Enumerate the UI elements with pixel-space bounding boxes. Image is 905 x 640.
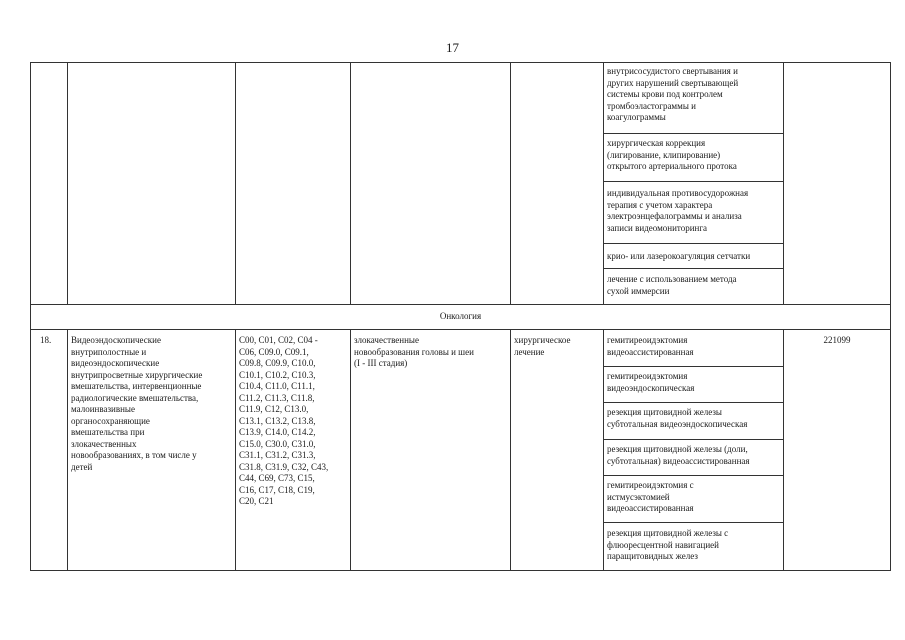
row-divider: [603, 133, 783, 134]
method-cell: индивидуальная противосудорожная терапия с учетом характера электроэнцефалограммы и анализа записи видеомониторинга: [607, 188, 749, 233]
treatment-type: хирургическое лечение: [514, 335, 571, 357]
table-border-bottom: [30, 570, 891, 571]
row-divider: [603, 181, 783, 182]
table-border-top: [30, 62, 891, 63]
care-group-name: Видеоэндоскопические внутриполостные и видеоэндоскопические внутрипросветные хирургические вмешательства, интервенционные радиологические вмешательства, малоинвазивные органосохраняющие вмешательства при злокачественных новообразованиях, в том числе у детей: [71, 335, 203, 472]
column-divider: [350, 329, 351, 571]
cost-value: 221099: [823, 335, 851, 345]
column-divider: [235, 62, 236, 305]
row-divider: [603, 475, 783, 476]
row-divider: [603, 366, 783, 367]
method-cell: резекция щитовидной железы с флюоресцентной навигацией паращитовидных желез: [607, 528, 729, 561]
column-divider: [67, 329, 68, 571]
row-divider: [603, 268, 783, 269]
column-divider: [603, 62, 604, 305]
row-divider: [603, 243, 783, 244]
row-number: 18.: [40, 335, 52, 345]
column-divider: [783, 62, 784, 305]
patient-model: злокачественные новообразования головы и шеи (I - III стадия): [354, 335, 474, 368]
row-divider: [603, 522, 783, 523]
page-number: 17: [446, 40, 459, 55]
section-divider-top: [30, 304, 891, 305]
method-cell: хирургическая коррекция (лигирование, клипирование) открытого артериального протока: [607, 138, 737, 171]
method-cell: крио- или лазерокоагуляция сетчатки: [607, 251, 751, 261]
column-divider: [510, 329, 511, 571]
method-cell: гемитиреоидэктомия видеоэндоскопическая: [607, 371, 695, 393]
column-divider: [67, 62, 68, 305]
column-divider: [510, 62, 511, 305]
method-cell: резекция щитовидной железы (доли, субтотальная) видеоассистированная: [607, 444, 750, 466]
table-border-right: [890, 62, 891, 571]
method-cell: внутрисосудистого свертывания и других нарушений свертывающей системы крови под контролем тромбоэластограммы и коагулограммы: [607, 66, 739, 122]
column-divider: [783, 329, 784, 571]
method-cell: лечение с использованием метода сухой иммерсии: [607, 274, 737, 296]
section-title: Онкология: [439, 311, 482, 321]
method-cell: резекция щитовидной железы субтотальная видеоэндоскопическая: [607, 407, 748, 429]
column-divider: [350, 62, 351, 305]
icd-codes: C00, C01, C02, C04 - C06, C09.0, C09.1, C09.8, C09.9, C10.0, C10.1, C10.2, C10.3, C10.4, C11.0, C11.1, C11.2, C11.3, C11.8, C11.9, C12, C13.0, C13.1, C13.2, C13.8, C13.9, C14.0, C14.2, C15.0, C30.0, C31.0, C31.1, C31.2, C31.3, C31.8, C31.9, C32, C43, C44, C69, C73, C15, C16, C17, C18, C19, C20, C21: [239, 335, 329, 506]
section-divider-bottom: [30, 329, 891, 330]
method-cell: гемитиреоидэктомия с истмусэктомией видеоассистированная: [607, 480, 694, 513]
row-divider: [603, 439, 783, 440]
row-divider: [603, 402, 783, 403]
method-cell: гемитиреоидэктомия видеоассистированная: [607, 335, 694, 357]
column-divider: [235, 329, 236, 571]
column-divider: [603, 329, 604, 571]
